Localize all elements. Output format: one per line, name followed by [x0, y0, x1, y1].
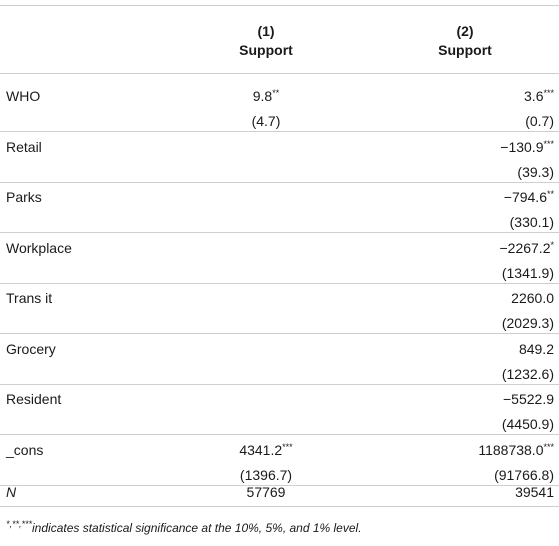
bottom-rule	[0, 506, 559, 507]
std-error-c2: (4450.9)	[501, 416, 554, 432]
footnote-stars: *,**,***	[6, 519, 33, 529]
col1-label: Support	[239, 42, 293, 58]
n-col1: 57769	[246, 484, 286, 500]
std-error-c2: (1341.9)	[501, 265, 554, 281]
coef-value: −5522.9	[503, 391, 554, 407]
significance-stars: ***	[282, 442, 293, 452]
coef-c2	[360, 341, 554, 357]
n-label: N	[6, 484, 17, 500]
row-label: _cons	[6, 442, 44, 458]
std-error-c2: (0.7)	[525, 113, 554, 129]
coef-c2	[360, 391, 554, 407]
row-label: Parks	[6, 189, 42, 205]
std-error-c2: (330.1)	[509, 214, 554, 230]
row-rule	[0, 232, 559, 233]
significance-stars: **	[272, 88, 280, 98]
std-error-c2: (91766.8)	[494, 467, 554, 483]
std-error-c2: (39.3)	[517, 164, 554, 180]
std-error-c2: (1232.6)	[501, 366, 554, 382]
row-label: Retail	[6, 139, 42, 155]
coef-value: 4341.2	[239, 442, 283, 458]
row-label: Resident	[6, 391, 62, 407]
significance-stars: ***	[543, 88, 554, 98]
coef-value: −130.9	[500, 139, 544, 155]
table-footnote	[6, 519, 362, 535]
coef-value: 1188738.0	[478, 442, 544, 458]
coef-c2	[360, 189, 554, 205]
coef-value: −794.6	[503, 189, 547, 205]
coef-c2	[360, 88, 554, 104]
row-rule	[0, 131, 559, 132]
footnote-text: indicates statistical significance at the 10%, 5%, and 1% level.	[32, 521, 362, 535]
significance-stars: ***	[543, 442, 554, 452]
coef-c2	[360, 240, 554, 256]
coef-c1	[166, 442, 366, 458]
row-label: Workplace	[6, 240, 72, 256]
coef-value: 2260.0	[511, 290, 554, 306]
col1-number: (1)	[257, 23, 275, 39]
col2-label: Support	[438, 42, 492, 58]
std-error-c1: (1396.7)	[239, 467, 293, 483]
coef-value: 9.8	[252, 88, 273, 104]
row-label: Trans it	[6, 290, 53, 306]
coef-c2	[360, 139, 554, 155]
std-error-c2: (2029.3)	[501, 315, 554, 331]
row-rule	[0, 434, 559, 435]
coef-c2	[360, 290, 554, 306]
row-rule	[0, 333, 559, 334]
row-label: WHO	[6, 88, 41, 104]
row-label: Grocery	[6, 341, 56, 357]
std-error-c1: (4.7)	[251, 113, 281, 129]
n-col2: 39541	[515, 484, 554, 500]
significance-stars: *	[550, 240, 554, 250]
col2-number: (2)	[456, 23, 474, 39]
coef-value: −2267.2	[499, 240, 551, 256]
header-rule	[0, 73, 559, 74]
row-rule	[0, 182, 559, 183]
coef-value: 3.6	[524, 88, 544, 104]
significance-stars: **	[546, 189, 554, 199]
top-rule	[0, 5, 559, 6]
row-rule	[0, 283, 559, 284]
coef-value: 849.2	[518, 341, 554, 357]
row-rule	[0, 384, 559, 385]
significance-stars: ***	[543, 139, 554, 149]
coef-c2	[360, 442, 554, 458]
coef-c1	[166, 88, 366, 104]
